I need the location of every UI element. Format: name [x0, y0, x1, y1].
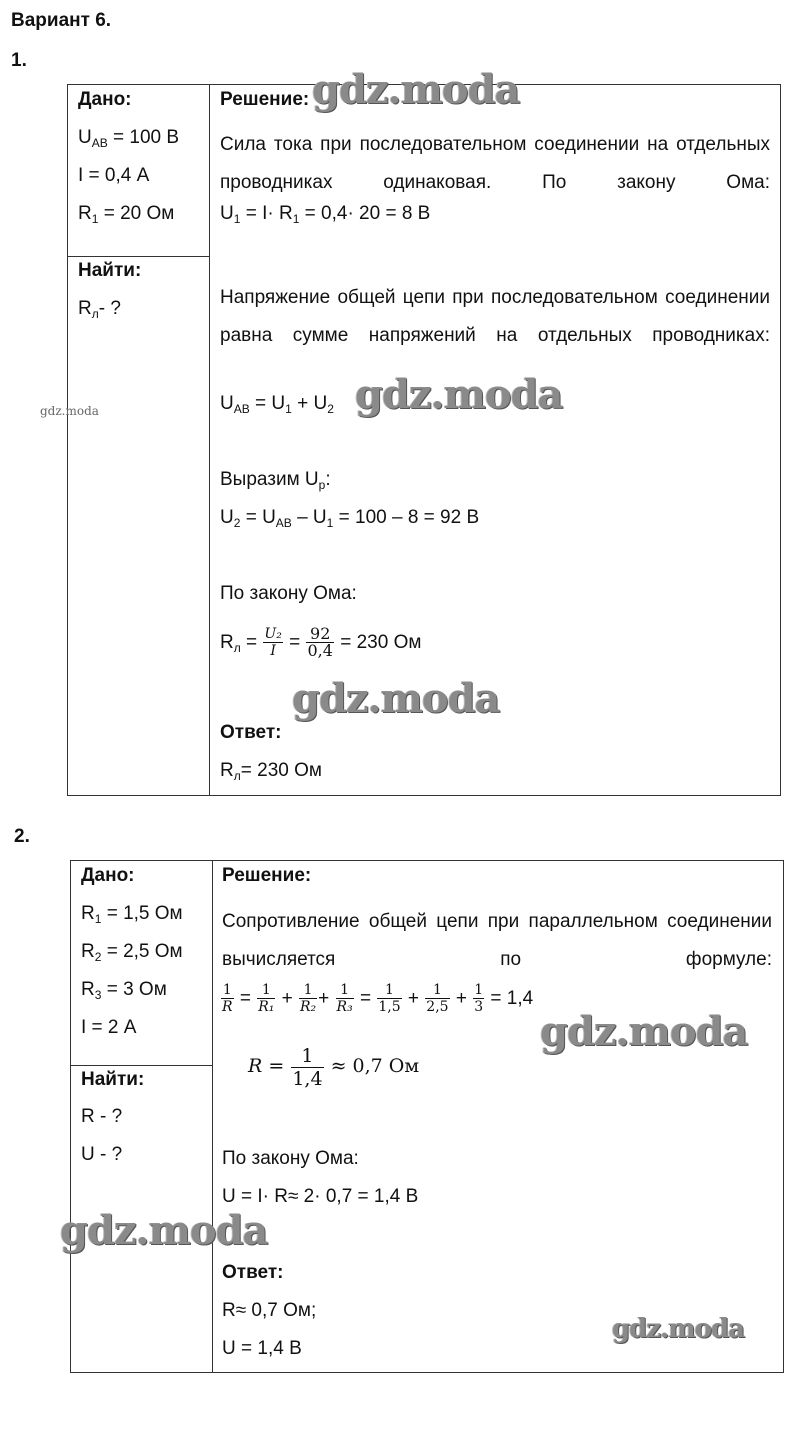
- formula-r-value: R = $\frac{1}{1,4}$ ≈ 0,7 Ом: [248, 1044, 420, 1090]
- given-r1-2: $R_1 = 1,5$ Ом: [81, 903, 183, 926]
- find-label-2: Найти:: [81, 1069, 145, 1090]
- given-uab: $U_{AB} = 100$ В: [78, 127, 180, 150]
- find-r: R - ?: [81, 1106, 123, 1127]
- given-i: I = 0,4 А: [78, 165, 150, 186]
- solution-para-2: Напряжение общей цепи при последовательном соединении равна сумме напряжений на отдельных проводниках:: [220, 287, 770, 346]
- watermark-3: gdz.moda: [292, 675, 500, 722]
- ohm-law-label-2: По закону Ома:: [222, 1148, 359, 1169]
- given-r3-2: $R_3 = 3$ Ом: [81, 979, 167, 1002]
- given-i-2: I = 2 А: [81, 1017, 137, 1038]
- ohm-law-label: По закону Ома:: [220, 583, 357, 604]
- formula-u2: $U_2 = U_{AB} - U_1 = 100 - 8 = 92$ В: [220, 507, 480, 530]
- formula-parallel: $\frac{1}{R}$ = $\frac{1}{\text{R₁}}$ + $\frac{1}{\text{R₂}}$ + $\frac{1}{\text{R₃}}$ = $\frac{1}{1,5}$ + $\frac{1}{2,5}$ + $\frac{1}{3}$ = 1,4: [222, 982, 534, 1016]
- formula-rl: $R_л$ = $\frac{\text{U₂}}{I}$ = $\frac{92}{0,4}$ = 230 Ом: [220, 624, 422, 661]
- page-title: Вариант 6.: [11, 10, 112, 31]
- find-rl: $R_л-$ ?: [78, 298, 121, 321]
- watermark-5: gdz.moda: [60, 1207, 268, 1254]
- formula-uab: $U_{AB} = U_1 + U_2$: [220, 393, 334, 416]
- answer-u: U = 1,4 В: [222, 1338, 302, 1359]
- find-label: Найти:: [78, 260, 142, 281]
- given-label: Дано:: [78, 89, 132, 110]
- problem-2-number: 2.: [14, 826, 30, 847]
- answer-label: Ответ:: [220, 722, 282, 743]
- answer-r: R≈ 0,7 Ом;: [222, 1300, 317, 1321]
- watermark-1: gdz.moda: [312, 66, 520, 113]
- solution-para-1: Сила тока при последовательном соединении на отдельных проводниках одинаковая. По закону Ома:: [220, 134, 770, 193]
- express-up: Выразим $U_р$:: [220, 469, 331, 492]
- solution-para-2-1: Сопротивление общей цепи при параллельном соединении вычисляется по формуле:: [222, 911, 772, 970]
- answer-rl: $R_л= 230$ Ом: [220, 760, 322, 783]
- solution-label-2: Решение:: [222, 865, 312, 886]
- formula-u1: $U_1 = I\cdot R_1 = 0,4\cdot 20 = 8$ В: [220, 203, 431, 226]
- watermark-6: gdz.moda: [612, 1314, 745, 1344]
- watermark-small: gdz.moda: [40, 404, 99, 418]
- solution-label: Решение:: [220, 89, 310, 110]
- answer-label-2: Ответ:: [222, 1262, 284, 1283]
- given-label-2: Дано:: [81, 865, 135, 886]
- given-r1: $R_1 = 20$ Ом: [78, 203, 175, 226]
- find-u: U - ?: [81, 1144, 123, 1165]
- problem-1-number: 1.: [11, 50, 27, 71]
- formula-u: U = I· R≈ 2· 0,7 = 1,4 В: [222, 1186, 419, 1207]
- given-r2-2: $R_2 = 2,5$ Ом: [81, 941, 183, 964]
- watermark-2: gdz.moda: [355, 371, 563, 418]
- watermark-4: gdz.moda: [540, 1008, 748, 1055]
